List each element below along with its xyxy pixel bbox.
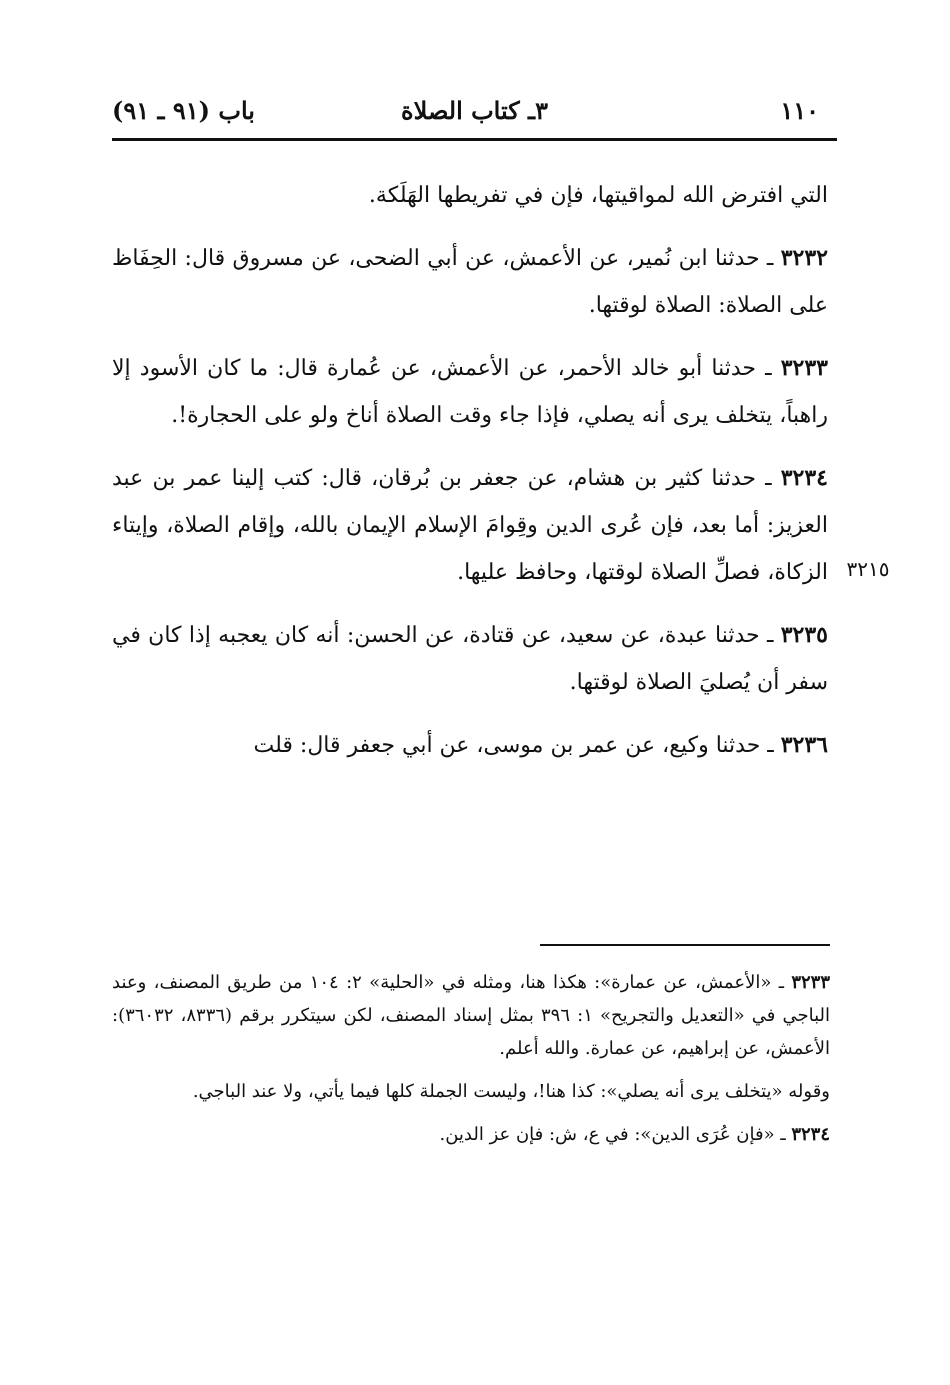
running-header bbox=[112, 92, 837, 136]
header-rule bbox=[112, 138, 837, 141]
hadith-text: ـ حدثنا وكيع، عن عمر بن موسى، عن أبي جعفر قال: قلت bbox=[253, 733, 781, 758]
hadith-paragraph bbox=[112, 722, 828, 769]
footnote-number: ٣٢٣٣ bbox=[791, 972, 830, 993]
page-number: ١١٠ bbox=[780, 96, 819, 125]
hadith-number: ٣٢٣٣ bbox=[780, 355, 828, 381]
paragraph bbox=[112, 172, 828, 219]
footnote-rule bbox=[540, 944, 830, 946]
footnote-text: وقوله «يتخلف يرى أنه يصلي»: كذا هنا!، وليست الجملة كلها فيما يأتي، ولا عند الباجي. bbox=[192, 1081, 830, 1102]
footnote-number: ٣٢٣٤ bbox=[791, 1124, 830, 1145]
paragraph-text: التي افترض الله لمواقيتها، فإن في تفريطها الهَلَكة. bbox=[368, 183, 828, 208]
footnote-text: ـ «فإن عُرَى الدين»: في ع، ش: فإن عز الدين. bbox=[439, 1124, 792, 1145]
main-text bbox=[112, 172, 828, 769]
footnote-text: ـ «الأعمش، عن عمارة»: هكذا هنا، ومثله في «الحلية» ٢: ١٠٤ من طريق المصنف، وعند الباجي في «التعديل والتجريح» ١: ٣٩٦ بمثل إسناد المصنف، لكن سيتكرر برقم (٨٣٣٦، ٣٦٠٣٢): الأعمش، عن إبراهيم، عن عمارة. والله أعلم. bbox=[112, 972, 831, 1059]
hadith-paragraph bbox=[112, 612, 828, 706]
hadith-paragraph bbox=[112, 455, 828, 596]
hadith-paragraph bbox=[112, 235, 828, 329]
footnote bbox=[112, 966, 830, 1065]
chapter-title: ٣ـ كتاب الصلاة bbox=[401, 96, 548, 125]
section-range: باب (٩١ ـ ٩١) bbox=[112, 96, 255, 125]
hadith-number: ٣٢٣٦ bbox=[780, 732, 828, 758]
hadith-text: ـ حدثنا ابن نُمير، عن الأعمش، عن أبي الضحى، عن مسروق قال: الحِفَاظ على الصلاة: الصلاة لوقتها. bbox=[112, 246, 828, 318]
hadith-text: ـ حدثنا عبدة، عن سعيد، عن قتادة، عن الحسن: أنه كان يعجبه إذا كان في سفر أن يُصليَ الصلاة لوقتها. bbox=[112, 623, 828, 695]
hadith-text: ـ حدثنا كثير بن هشام، عن جعفر بن بُرقان، قال: كتب إلينا عمر بن عبد العزيز: أما بعد، فإن عُرى الدين وقِوامَ الإسلام الإيمان بالله، وإقام الصلاة، وإيتاء الزكاة، فصلِّ الصلاة لوقتها، وحافظ عليها. bbox=[112, 466, 828, 585]
hadith-number: ٣٢٣٤ bbox=[780, 465, 828, 491]
hadith-number: ٣٢٣٥ bbox=[780, 622, 828, 648]
hadith-number: ٣٢٣٢ bbox=[780, 245, 828, 271]
margin-number: ٣٢١٥ bbox=[846, 557, 890, 581]
footnote bbox=[112, 1075, 830, 1108]
footnote bbox=[112, 1118, 830, 1151]
footnotes bbox=[112, 966, 830, 1151]
hadith-text: ـ حدثنا أبو خالد الأحمر، عن الأعمش، عن عُمارة قال: ما كان الأسود إلا راهباً، يتخلف يرى أنه يصلي، فإذا جاء وقت الصلاة أناخ ولو على الحجارة!. bbox=[112, 356, 828, 428]
hadith-paragraph bbox=[112, 345, 828, 439]
